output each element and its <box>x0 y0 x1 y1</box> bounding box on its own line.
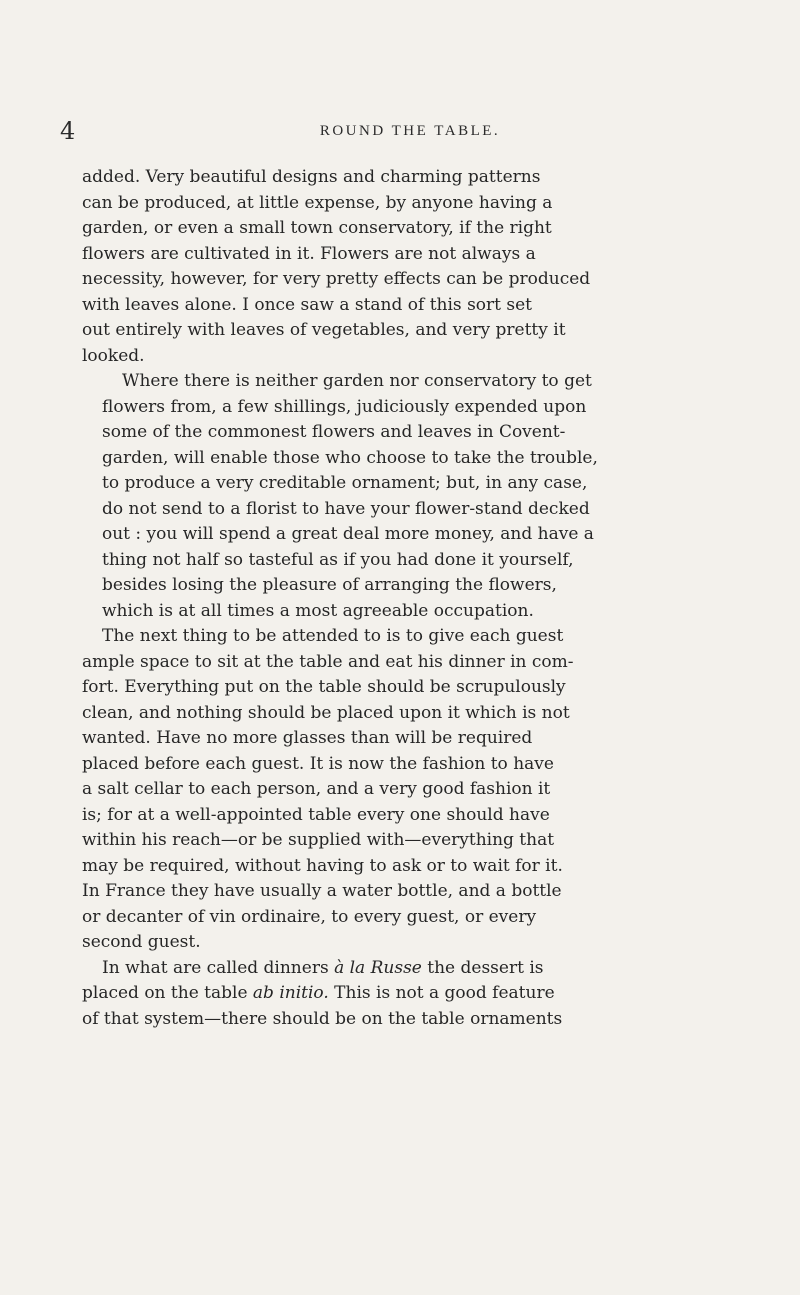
text-line: clean, and nothing should be placed upon it which is not <box>82 702 570 723</box>
text-run: In what are called dinners <box>102 957 335 978</box>
text-run: placed on the table <box>82 983 253 1003</box>
text-line: some of the commonest flowers and leaves in Covent- <box>102 422 566 442</box>
text-line: out entirely with leaves of vegetables, and very pretty it <box>82 320 566 340</box>
italic-phrase: à la Russe <box>334 957 422 978</box>
text-line: a salt cellar to each person, and a very good fashion it <box>82 779 551 799</box>
text-line: wanted. Have no more glasses than will be required <box>82 728 533 748</box>
text-line: do not send to a florist to have your flower-stand decked <box>102 498 590 519</box>
text-line: to produce a very creditable ornament; but, in any case, <box>102 473 588 493</box>
text-line: fort. Everything put on the table should be scrupulously <box>82 677 566 697</box>
text-line: within his reach—or be supplied with—everything that <box>82 830 555 850</box>
text-line: out : you will spend a great deal more money, and have a <box>102 524 594 544</box>
paragraph-3 <box>82 624 765 956</box>
text-line: flowers from, a few shillings, judiciously expended upon <box>102 396 587 417</box>
text-line <box>82 1007 765 1033</box>
body-text <box>82 165 765 1032</box>
page-number: 4 <box>60 117 76 145</box>
paragraph-2 <box>82 369 765 624</box>
text-line: necessity, however, for very pretty effects can be produced <box>82 269 591 289</box>
text-line <box>82 956 765 982</box>
text-line: besides losing the pleasure of arranging the flowers, <box>102 575 557 595</box>
text-line: The next thing to be attended to is to give each guest <box>102 626 564 646</box>
text-line <box>82 981 765 1007</box>
text-run: This is not a good feature <box>328 983 555 1003</box>
running-head: ROUND THE TABLE. <box>319 123 501 139</box>
text-line: added. Very beautiful designs and charming patterns <box>82 167 541 187</box>
paragraph-1 <box>82 165 765 369</box>
text-line: with leaves alone. I once saw a stand of this sort set <box>82 294 533 315</box>
text-run: of that system—there should be on the table ornaments <box>82 1008 563 1029</box>
text-line: looked. <box>82 345 145 366</box>
text-line: In France they have usually a water bottle, and a bottle <box>82 881 562 901</box>
page-header <box>60 117 760 147</box>
italic-phrase: ab initio. <box>252 983 329 1003</box>
text-run: the dessert is <box>421 957 544 978</box>
text-line: which is at all times a most agreeable occupation. <box>102 600 534 621</box>
paragraph-4 <box>82 956 765 1033</box>
text-line: may be required, without having to ask or to wait for it. <box>82 855 563 876</box>
text-line: second guest. <box>82 932 201 952</box>
text-line: flowers are cultivated in it. Flowers are not always a <box>82 243 536 264</box>
text-line: placed before each guest. It is now the fashion to have <box>82 753 554 774</box>
text-line: is; for at a well-appointed table every one should have <box>82 804 550 825</box>
text-line: thing not half so tasteful as if you had done it yourself, <box>102 549 574 570</box>
text-line: garden, will enable those who choose to take the trouble, <box>102 447 598 468</box>
text-line: ample space to sit at the table and eat his dinner in com- <box>82 651 574 672</box>
text-line: Where there is neither garden nor conservatory to get <box>122 371 592 391</box>
text-line: can be produced, at little expense, by anyone having a <box>82 192 553 213</box>
text-line: or decanter of vin ordinaire, to every guest, or every <box>82 906 537 927</box>
text-line: garden, or even a small town conservatory, if the right <box>82 218 552 238</box>
